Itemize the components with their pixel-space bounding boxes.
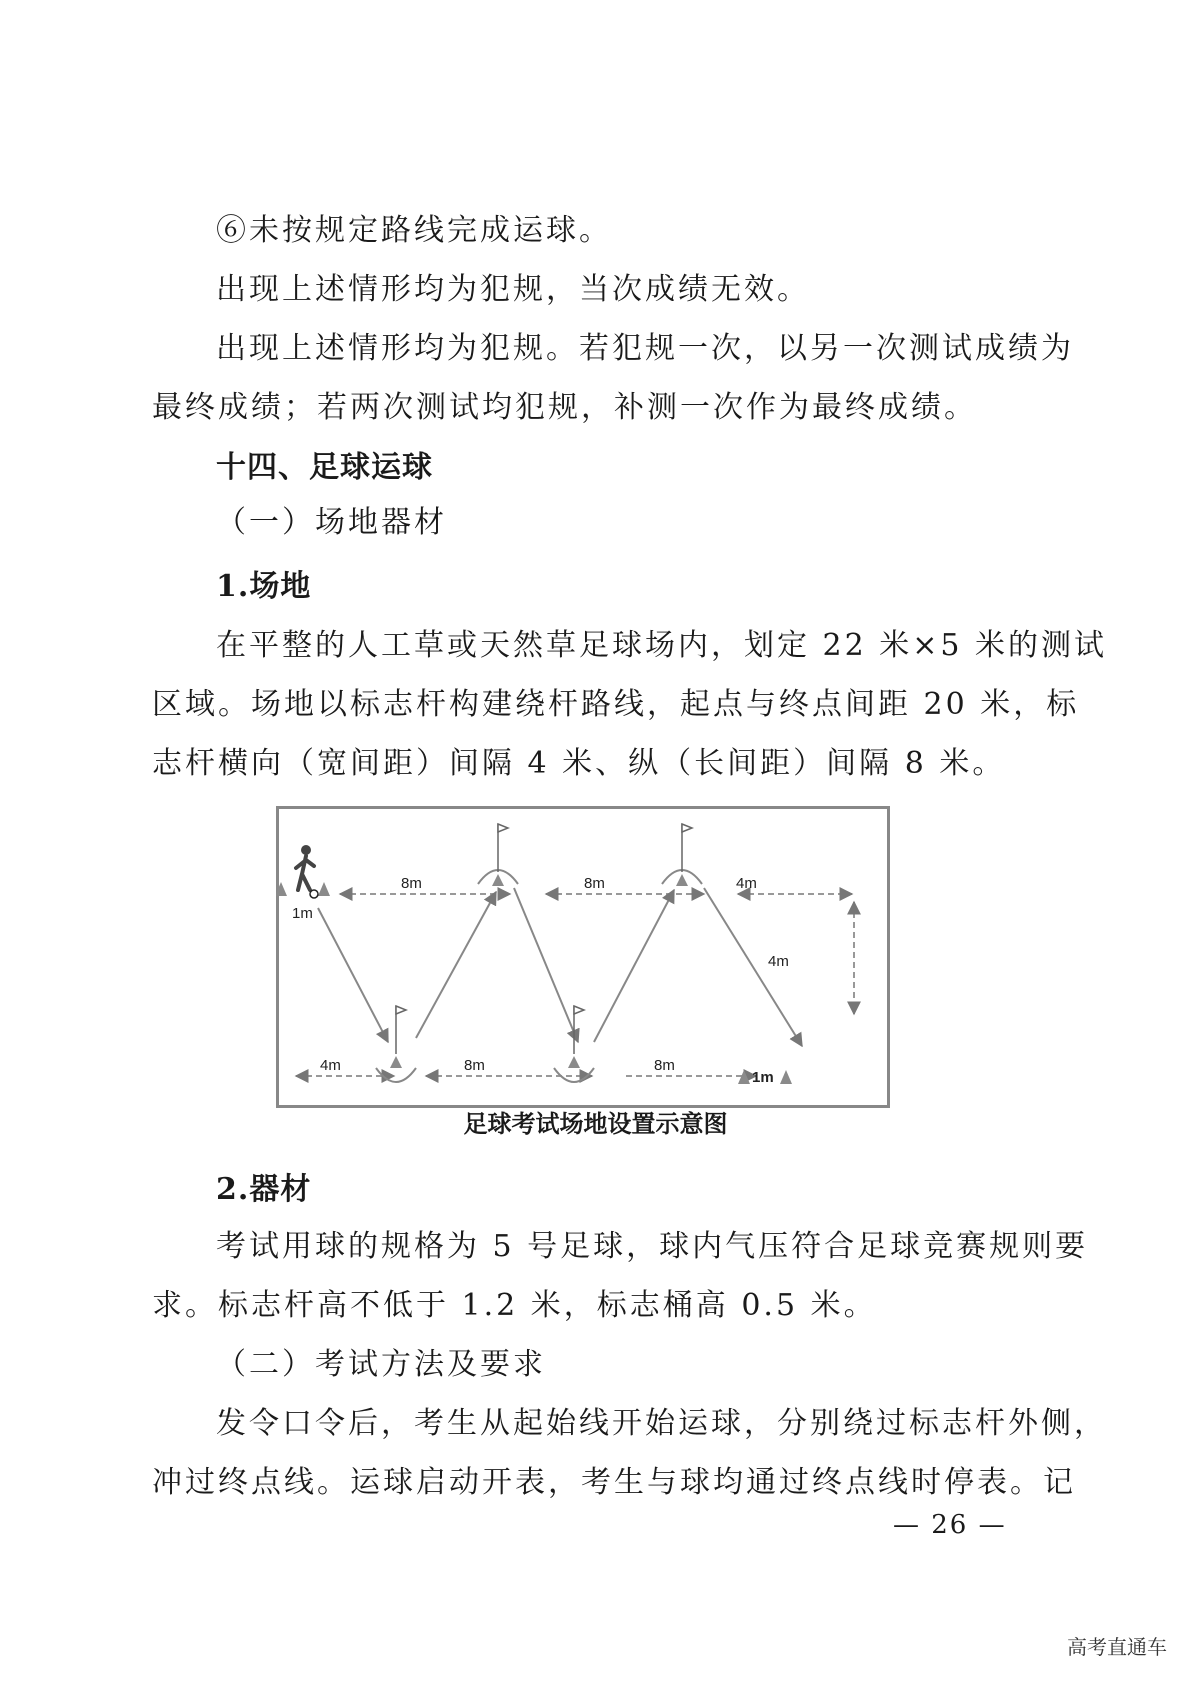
subsection-heading-venue-equipment: （一）场地器材	[216, 505, 447, 540]
venue-text-line3: 志杆横向（宽间距）间隔 4 米、纵（长间距）间隔 8 米。	[152, 746, 1006, 781]
subsection-heading-method: （二）考试方法及要求	[216, 1347, 546, 1382]
venue-text-line1: 在平整的人工草或天然草足球场内，划定 22 米×5 米的测试	[216, 628, 1108, 663]
equipment-title: 2.器材	[216, 1172, 312, 1207]
label-bottom-4m: 4m	[320, 1057, 341, 1074]
diagram-caption: 足球考试场地设置示意图	[463, 1110, 728, 1138]
label-top-8m-a: 8m	[401, 875, 422, 892]
label-top-4m: 4m	[736, 875, 757, 892]
field-setup-diagram	[276, 806, 890, 1108]
label-bottom-8m-a: 8m	[464, 1057, 485, 1074]
label-end-1m: 1m	[752, 1069, 774, 1086]
method-text-line1: 发令口令后，考生从起始线开始运球，分别绕过标志杆外侧，	[216, 1406, 1107, 1441]
paragraph-item-6: ⑥未按规定路线完成运球。	[216, 213, 612, 248]
label-start-1m: 1m	[292, 905, 313, 922]
label-top-8m-b: 8m	[584, 875, 605, 892]
equipment-text-line2: 求。标志杆高不低于 1.2 米，标志桶高 0.5 米。	[152, 1288, 877, 1323]
watermark: 高考直通车	[1067, 1635, 1167, 1659]
page-number: — 26 —	[893, 1510, 1007, 1540]
label-right-4m: 4m	[768, 953, 789, 970]
paragraph-invalid-result: 出现上述情形均为犯规，当次成绩无效。	[216, 272, 810, 307]
method-text-line2: 冲过终点线。运球启动开表，考生与球均通过终点线时停表。记	[152, 1465, 1076, 1500]
section-heading-football-dribbling: 十四、足球运球	[216, 450, 433, 485]
venue-text-line2: 区域。场地以标志杆构建绕杆路线，起点与终点间距 20 米，标	[152, 687, 1080, 722]
paragraph-foul-rule-line2: 最终成绩；若两次测试均犯规，补测一次作为最终成绩。	[152, 390, 977, 425]
venue-title: 1.场地	[216, 569, 312, 604]
paragraph-foul-rule-line1: 出现上述情形均为犯规。若犯规一次，以另一次测试成绩为	[216, 331, 1074, 366]
label-bottom-8m-b: 8m	[654, 1057, 675, 1074]
equipment-text-line1: 考试用球的规格为 5 号足球，球内气压符合足球竞赛规则要	[216, 1229, 1089, 1264]
field-boundary	[278, 808, 889, 1107]
ball-icon	[310, 890, 318, 898]
